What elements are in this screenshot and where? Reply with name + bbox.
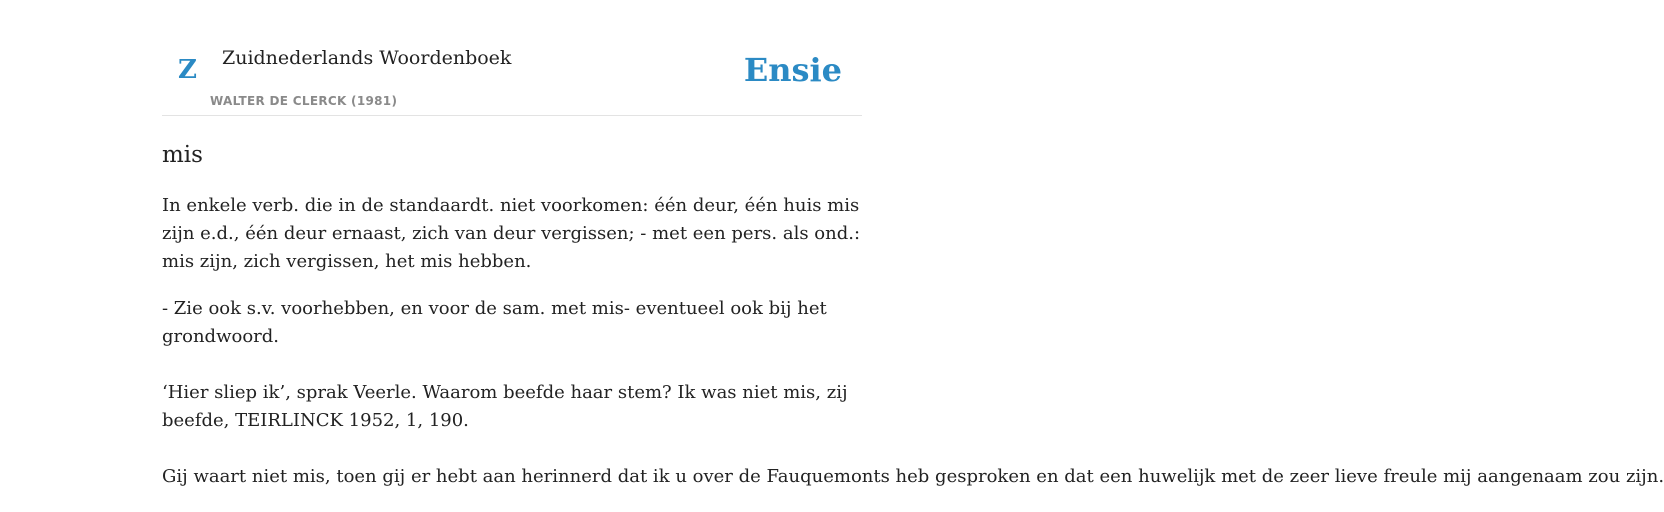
- entry-example-quote: Gij waart niet mis, toen gij er hebt aan herinnerd dat ik u over de Fauquemonts heb gesproken en dat een huwelijk met de zeer lieve freule mij aangenaam zou zijn.: [162, 466, 1664, 487]
- dictionary-title[interactable]: Zuidnederlands Woordenboek: [222, 47, 512, 69]
- page-container: [162, 0, 1664, 487]
- dictionary-author: WALTER DE CLERCK (1981): [210, 94, 398, 108]
- entry-cross-reference: - Zie ook s.v. voorhebben, en voor de sam. met mis- eventueel ook bij het grondwoord.: [162, 298, 827, 347]
- entry-example-quote: ‘Hier sliep ik’, sprak Veerle. Waarom beefde haar stem? Ik was niet mis, zij beefde, TEIRLINCK 1952, 1, 190.: [162, 382, 848, 431]
- ensie-logo-link[interactable]: Ensie: [743, 51, 842, 89]
- dictionary-logo[interactable]: Z: [178, 55, 197, 85]
- entry-title: mis: [162, 142, 203, 168]
- entry-definition: In enkele verb. die in de standaardt. niet voorkomen: één deur, één huis mis zijn e.d., één deur ernaast, zich van deur vergissen; - met een pers. als ond.: mis zijn, zich vergissen, het mis hebben.: [162, 195, 861, 272]
- dictionary-header: [162, 0, 862, 116]
